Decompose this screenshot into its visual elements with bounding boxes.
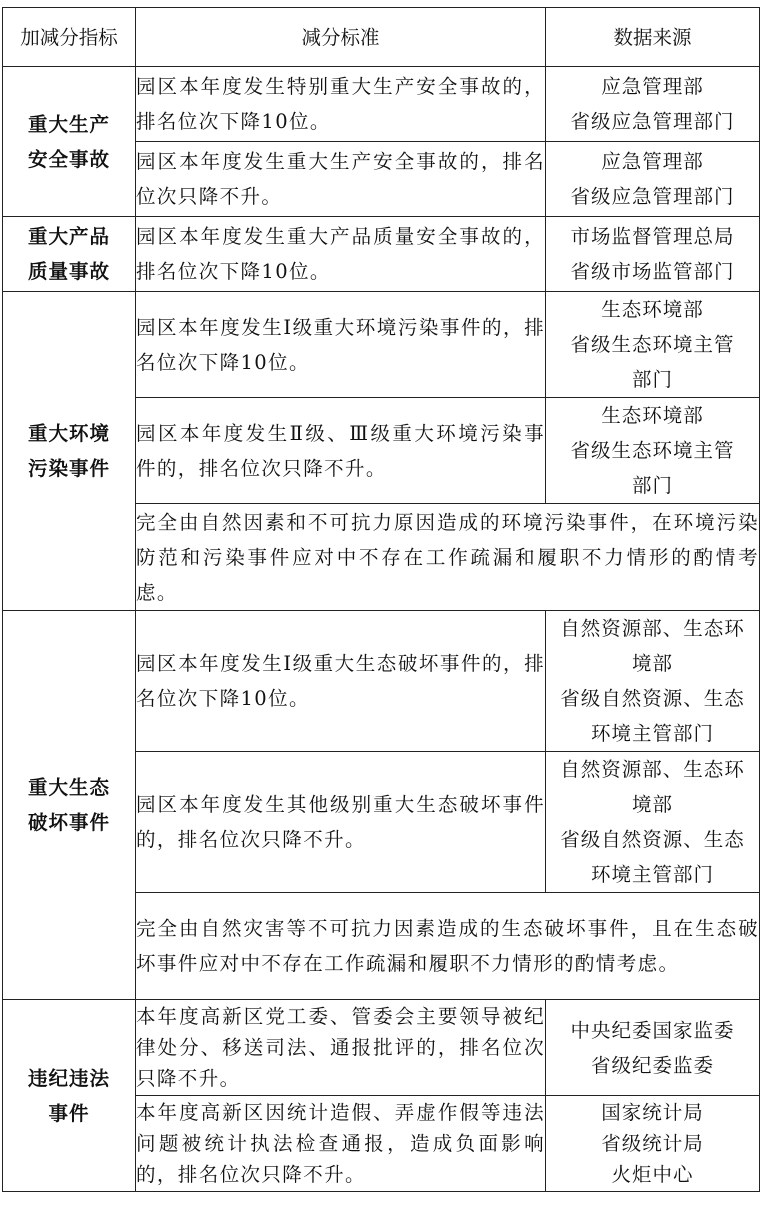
- source-cell: 自然资源部、生态环 境部 省级自然资源、生态 环境主管部门: [546, 752, 760, 893]
- table-row: [3, 67, 760, 142]
- table-row: [3, 1000, 760, 1096]
- indicator-ecological-damage: 重大生态 破坏事件: [3, 611, 136, 1000]
- note-cell: 完全由自然灾害等不可抗力因素造成的生态破坏事件，且在生态破坏事件应对中不存在工作疏漏和履职不力情形的酌情考虑。: [136, 893, 760, 1000]
- source-cell: 市场监督管理总局 省级市场监管部门: [546, 217, 760, 292]
- standard-cell: 园区本年度发生Ⅰ级重大环境污染事件的，排名位次下降10位。: [136, 292, 546, 398]
- standard-cell: 本年度高新区党工委、管委会主要领导被纪律处分、移送司法、通报批评的，排名位次只降不升。: [136, 1000, 546, 1096]
- table-row: [3, 292, 760, 398]
- header-source: 数据来源: [546, 8, 760, 67]
- header-standard: 减分标准: [136, 8, 546, 67]
- table-row: [3, 217, 760, 292]
- table-row: [3, 611, 760, 752]
- note-cell: 完全由自然因素和不可抗力原因造成的环境污染事件，在环境污染防范和污染事件应对中不存在工作疏漏和履职不力情形的酌情考虑。: [136, 504, 760, 611]
- standard-cell: 园区本年度发生Ⅰ级重大生态破坏事件的，排名位次下降10位。: [136, 611, 546, 752]
- source-cell: 中央纪委国家监委 省级纪委监委: [546, 1000, 760, 1096]
- standard-cell: 园区本年度发生重大生产安全事故的，排名位次只降不升。: [136, 142, 546, 217]
- source-cell: 国家统计局 省级统计局 火炬中心: [546, 1096, 760, 1192]
- source-cell: 应急管理部 省级应急管理部门: [546, 142, 760, 217]
- source-cell: 生态环境部 省级生态环境主管 部门: [546, 292, 760, 398]
- standard-cell: 本年度高新区因统计造假、弄虚作假等违法问题被统计执法检查通报，造成负面影响的，排名位次只降不升。: [136, 1096, 546, 1192]
- standard-cell: 园区本年度发生其他级别重大生态破坏事件的，排名位次只降不升。: [136, 752, 546, 893]
- indicator-environmental-pollution: 重大环境 污染事件: [3, 292, 136, 611]
- source-cell: 应急管理部 省级应急管理部门: [546, 67, 760, 142]
- standard-cell: 园区本年度发生特别重大生产安全事故的，排名位次下降10位。: [136, 67, 546, 142]
- header-row: [3, 8, 760, 67]
- source-cell: 自然资源部、生态环 境部 省级自然资源、生态 环境主管部门: [546, 611, 760, 752]
- indicator-product-quality: 重大产品 质量事故: [3, 217, 136, 292]
- indicator-discipline-violation: 违纪违法 事件: [3, 1000, 136, 1192]
- source-cell: 生态环境部 省级生态环境主管 部门: [546, 398, 760, 504]
- standard-cell: 园区本年度发生重大产品质量安全事故的，排名位次下降10位。: [136, 217, 546, 292]
- deduction-table: [2, 7, 760, 1192]
- indicator-safety-accident: 重大生产 安全事故: [3, 67, 136, 217]
- header-indicator: 加减分指标: [3, 8, 136, 67]
- standard-cell: 园区本年度发生Ⅱ级、Ⅲ级重大环境污染事件的，排名位次只降不升。: [136, 398, 546, 504]
